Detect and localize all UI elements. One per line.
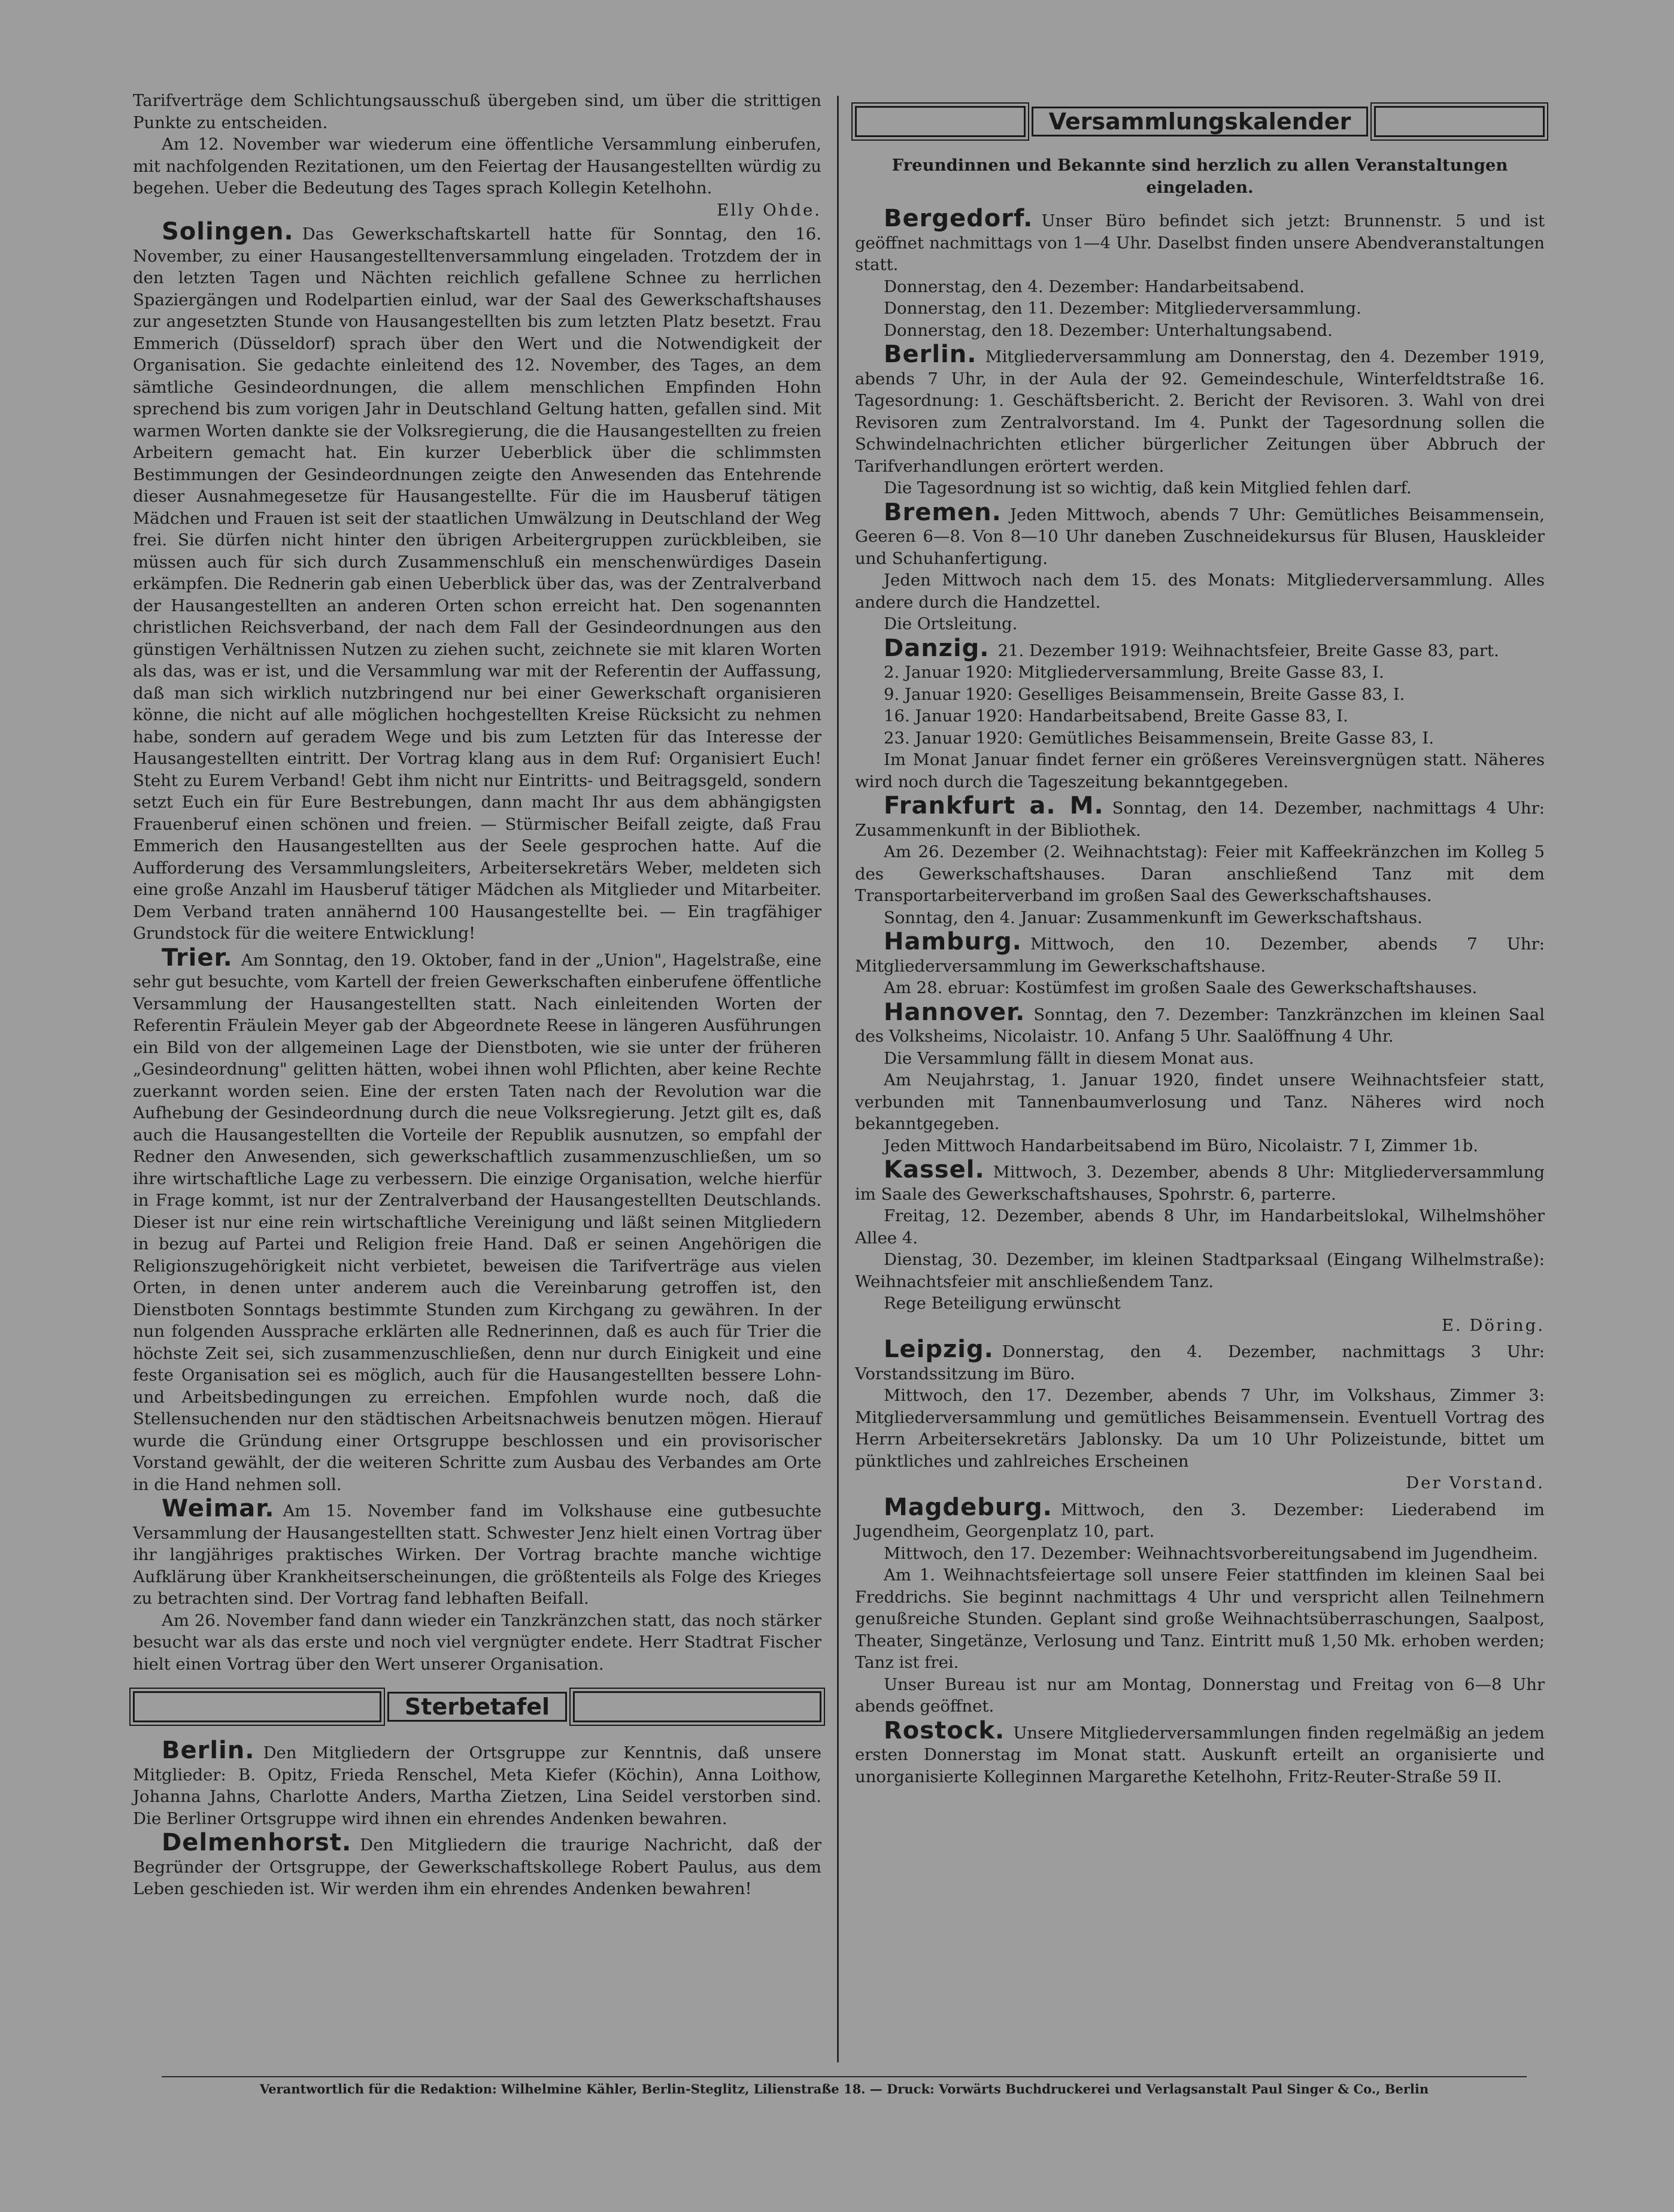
calendar-entry [855, 341, 1545, 499]
column-divider [837, 96, 839, 2062]
calendar-line: Die Tagesordnung ist so wichtig, daß kein Mitglied fehlen darf. [884, 478, 1412, 497]
calendar-line: Unser Bureau ist nur am Montag, Donnerstag und Freitag von 6—8 Uhr abends geöffnet. [855, 1674, 1545, 1716]
calendar-entry [855, 1336, 1545, 1494]
report-text: Am 26. November fand dann wieder ein Tanzkränzchen statt, das noch stärker besucht war als das erste und noch viel vergnügter endete. Herr Stadtrat Fischer hielt einen Vortrag über den Wert unserer Organisation. [133, 1610, 821, 1674]
calendar-line: 16. Januar 1920: Handarbeitsabend, Breite Gasse 83, I. [884, 706, 1348, 726]
calendar-entry [855, 792, 1545, 929]
obituary-berlin [133, 1737, 821, 1829]
calendar-line: Jeden Mittwoch nach dem 15. des Monats: Mitgliederversammlung. Alles andere durch die Handzettel. [855, 571, 1545, 612]
calendar-line: Dienstag, 30. Dezember, im kleinen Stadtparksaal (Eingang Wilhelmstraße): Weihnachtsfeier mit anschließendem Tanz. [855, 1250, 1545, 1291]
calendar-place: Frankfurt a. M. [884, 792, 1104, 820]
calendar-lead: Unser Büro befindet sich jetzt: Brunnenstr. 5 und ist geöffnet nachmittags von 1—4 Uhr. Daselbst finden unsere Abendveranstaltungen statt. [855, 211, 1545, 274]
calendar-place: Danzig. [884, 634, 990, 662]
calendar-line: Donnerstag, den 11. Dezember: Mitgliederversammlung. [884, 299, 1361, 318]
calendar-place: Magdeburg. [884, 1493, 1053, 1521]
calendar-line: Donnerstag, den 18. Dezember: Unterhaltungsabend. [884, 320, 1333, 340]
obituary-text: Den Mitgliedern die traurige Nachricht, daß der Begründer der Ortsgruppe, der Gewerkschaftskollege Robert Paulus, aus dem Leben geschieden ist. Wir werden ihm ein ehrendes Andenken bewahren! [133, 1835, 821, 1898]
obituary-place: Berlin. [162, 1737, 255, 1764]
calendar-line: 23. Januar 1920: Gemütliches Beisammensein, Breite Gasse 83, I. [884, 728, 1434, 748]
heading-ornament-bar [133, 1691, 381, 1722]
calendar-line: Jeden Mittwoch Handarbeitsabend im Büro, Nicolaistr. 7 I, Zimmer 1b. [884, 1136, 1478, 1155]
calendar-entry [855, 634, 1545, 793]
calendar-lead: Sonntag, den 7. Dezember: Tanzkränzchen im kleinen Saal des Volksheims, Nicolaistr. 10. Anfang 5 Uhr. Saalöffnung 4 Uhr. [855, 1005, 1545, 1046]
calendar-line: Am 1. Weihnachtsfeiertage soll unsere Feier stattfinden im kleinen Saal bei Freddrichs. Sie beginnt nachmittags 4 Uhr und verspricht allen Teilnehmern genußreiche Stunden. Geplant sind große Weihnachtsüberraschungen, Saalpost, Theater, Singetänze, Verlosung und Tanz. Eintritt muß 1,50 Mk. erhoben werden; Tanz ist frei. [855, 1565, 1545, 1672]
calendar-place: Bergedorf. [884, 205, 1033, 232]
calendar-heading: Versammlungskalender [1032, 107, 1369, 137]
report-text: Am Sonntag, den 19. Oktober, fand in der „Union", Hagelstraße, eine sehr gut besuchte, vom Kartell der freien Gewerkschaften einberufene öffentliche Versammlung der Hausangestellten statt. Nach einleitenden Worten der Referentin Fräulein Meyer gab der Abgeordnete Reese in längeren Ausführungen ein Bild von der allgemeinen Lage der Dienstboten, wie sie unter der früheren „Gesindeordnung" gelitten hätten, wobei ihnen wohl Pflichten, aber keine Rechte zuerkannt worden seien. Eine der ersten Taten nach der Revolution war die Aufhebung der Gesindeordnung durch die neue Volksregierung. Jetzt gilt es, daß auch die Hausangestellten die Vorteile der Republik ausnutzen, so empfahl der Redner den Anwesenden, sich gewerkschaftlich zusammenzuschließen, um so ihre wirtschaftliche Lage zu verbessern. Die einzige Organisation, welche hierfür in Frage kommt, ist nur der Zentralverband der Hausangestellten Deutschlands. Dieser ist nur eine rein wirtschaftliche Vereinigung und läßt seinen Mitgliedern in bezug auf Partei und Religion freie Hand. Daß er seinen Angehörigen die Religionszugehörigkeit nicht verbietet, beweisen die Tarifverträge aus vielen Orten, in denen unter anderem auch die Vereinbarung getroffen ist, den Dienstboten Sonntags bestimmte Stunden zum Kirchgang zu gewähren. In der nun folgenden Aussprache erklärten alle Rednerinnen, daß es auch für Trier die höchste Zeit sei, sich zusammenzuschließen, denn nur durch Einigkeit und eine feste Organisation sei es möglich, auch für die Hausangestellten bessere Lohn- und Arbeitsbedingungen zu erreichen. Empfohlen wurde noch, daß die Stellensuchenden nur den städtischen Arbeitsnachweis benutzen mögen. Hierauf wurde die Gründung einer Ortsgruppe beschlossen und ein provisorischer Vorstand gewählt, der die weiteren Schritte zum Ausbau des Verbandes am Orte in die Hand nehmen soll. [133, 950, 821, 1494]
calendar-entries [855, 205, 1545, 1788]
obituary-delmenhorst [133, 1829, 821, 1900]
obituary-heading: Sterbetafel [387, 1692, 567, 1722]
calendar-entry [855, 498, 1545, 635]
calendar-signature: Der Vorstand. [1406, 1473, 1545, 1492]
calendar-place: Rostock. [884, 1716, 1005, 1744]
calendar-place: Hannover. [884, 998, 1026, 1026]
calendar-entry [855, 205, 1545, 341]
right-column [855, 90, 1545, 1790]
calendar-line: Donnerstag, den 4. Dezember: Handarbeitsabend. [884, 277, 1305, 296]
calendar-lead: Jeden Mittwoch, abends 7 Uhr: Gemütliches Beisammensein, Geeren 6—8. Von 8—10 Uhr daneben Zuschneidekursus für Blusen, Hauskleider und Schuhanfertigung. [855, 505, 1545, 568]
obituary-heading-box [133, 1687, 821, 1726]
calendar-entry [855, 1156, 1545, 1336]
report-text: Am 15. November fand im Volkshause eine gutbesuchte Versammlung der Hausangestellten statt. Schwester Jenz hielt einen Vortrag über ihr langjähriges praktisches Wirken. Der Vortrag brachte manche wichtige Aufklärung über Krankheitserscheinungen, die größtenteils als Folge des Krieges zu betrachten sind. Der Vortrag fand lebhaften Beifall. [133, 1501, 821, 1608]
obituary-place: Delmenhorst. [162, 1829, 352, 1856]
calendar-line: Am 28. ebruar: Kostümfest im großen Saale des Gewerkschaftshauses. [884, 978, 1478, 997]
calendar-signature: E. Döring. [1441, 1315, 1545, 1335]
calendar-lead: Mittwoch, 3. Dezember, abends 8 Uhr: Mitgliederversammlung im Saale des Gewerkschaftshauses, Spohrstr. 6, parterre. [855, 1163, 1545, 1204]
heading-ornament-bar [573, 1691, 821, 1722]
report-place: Weimar. [162, 1495, 275, 1522]
obituary-text: Den Mitgliedern der Ortsgruppe zur Kenntnis, daß unsere Mitglieder: B. Opitz, Frieda Renschel, Meta Kiefer (Köchin), Anna Loithow, Johanna Jahns, Charlotte Anders, Martha Zietzen, Lina Seidel verstorben sind. Die Berliner Ortsgruppe wird ihnen ein ehrendes Andenken bewahren. [133, 1743, 821, 1828]
calendar-line: 2. Januar 1920: Mitgliederversammlung, Breite Gasse 83, I. [884, 663, 1384, 682]
calendar-line: Die Ortsleitung. [884, 614, 1018, 633]
calendar-line: Rege Beteiligung erwünscht [884, 1294, 1121, 1313]
calendar-entry [855, 1493, 1545, 1718]
calendar-line: Am 26. Dezember (2. Weihnachtstag): Feier mit Kaffeekränzchen im Kolleg 5 des Gewerkschaftshauses. Daran anschließend Tanz mit dem Transportarbeiterverband im großen Saal des Gewerkschaftshauses. [855, 842, 1545, 905]
calendar-lead: Sonntag, den 14. Dezember, nachmittags 4 Uhr: Zusammenkunft in der Bibliothek. [855, 799, 1545, 840]
calendar-entry [855, 928, 1545, 999]
calendar-line: Mittwoch, den 17. Dezember: Weihnachtsvorbereitungsabend im Jugendheim. [884, 1543, 1538, 1563]
intro-paragraph: Am 12. November war wiederum eine öffentliche Versammlung einberufen, mit nachfolgenden Rezitationen, um den Feiertag der Hausangestellten würdig zu begehen. Ueber die Bedeutung des Tages sprach Kollegin Ketelhohn. [133, 135, 821, 198]
calendar-place: Bremen. [884, 498, 1002, 526]
intro-signature: Elly Ohde. [717, 200, 821, 220]
calendar-heading-box [855, 102, 1545, 141]
calendar-place: Kassel. [884, 1156, 985, 1184]
calendar-lead: 21. Dezember 1919: Weihnachtsfeier, Breite Gasse 83, part. [997, 641, 1499, 660]
calendar-line: 9. Januar 1920: Geselliges Beisammensein, Breite Gasse 83, I. [884, 684, 1405, 704]
calendar-intro: Freundinnen und Bekannte sind herzlich zu allen Veranstaltungen eingeladen. [891, 156, 1508, 197]
calendar-line: Die Versammlung fällt in diesem Monat aus. [884, 1048, 1254, 1068]
calendar-line: Im Monat Januar findet ferner ein größeres Vereinsvergnügen statt. Näheres wird noch durch die Tageszeitung bekanntgegeben. [855, 750, 1545, 791]
calendar-lead: Mittwoch, den 3. Dezember: Liederabend im Jugendheim, Georgenplatz 10, part. [855, 1500, 1545, 1541]
calendar-lead: Donnerstag, den 4. Dezember, nachmittags 3 Uhr: Vorstandssitzung im Büro. [855, 1342, 1545, 1383]
calendar-line: Am Neujahrstag, 1. Januar 1920, findet unsere Weihnachtsfeier statt, verbunden mit Tannenbaumverlosung und Tanz. Näheres wird noch bekanntgegeben. [855, 1070, 1545, 1133]
report-place: Solingen. [162, 218, 294, 245]
heading-ornament-bar [855, 106, 1026, 137]
report-trier [133, 943, 821, 1496]
calendar-lead: Unsere Mitgliederversammlungen finden regelmäßig an jedem ersten Donnerstag im Monat statt. Auskunft erteilt an organisierte und unorganisierte Kolleginnen Margarethe Ketelhohn, Fritz-Reuter-Straße 59 II. [855, 1723, 1545, 1786]
report-text: Das Gewerkschaftskartell hatte für Sonntag, den 16. November, zu einer Hausangestelltenversammlung eingeladen. Trotzdem der in den letzten Tagen und Nächten reichlich gefallene Schnee zu herrlichen Spaziergängen und Rodelpartien einlud, war der Saal des Gewerkschaftshauses zur angesetzten Stunde von Hausangestellten bis zum letzten Platz besetzt. Frau Emmerich (Düsseldorf) sprach über den Wert und die Notwendigkeit der Organisation. Sie gedachte einleitend des 12. November, des Tages, an dem sämtliche Gesindeordnungen, die allem menschlichen Empfinden Hohn sprechend bis zum vorigen Jahr in Deutschland Geltung hatten, gefallen sind. Mit warmen Worten dankte sie der Volksregierung, die die Hausangestellten zu freien Arbeitern gemacht hat. Ein kurzer Ueberblick über die schlimmsten Bestimmungen der Gesindeordnungen zeigte den Anwesenden das Entehrende dieser Ausnahmegesetze für Hausangestellte. Für die im Hausberuf tätigen Mädchen und Frauen ist seit der staatlichen Umwälzung in Deutschland der Weg frei. Sie dürfen nicht hinter den übrigen Arbeitergruppen zurückbleiben, sie müssen auch für sich durch Zusammenschluß ein menschenwürdiges Dasein erkämpfen. Die Rednerin gab einen Ueberblick über das, was der Zentralverband der Hausangestellten an anderen Orten schon erreicht hat. Den sogenannten christlichen Reichsverband, der nach dem Fall der Gesindeordnungen aus den günstigen Verhältnissen Nutzen zu ziehen sucht, zeichnete sie mit klaren Worten als das, was er ist, und die Versammlung war mit der Referentin der Auffassung, daß man sich wirklich nutzbringend nur bei einer Gewerkschaft organisieren könne, die nicht auf alle möglichen hochgestellten Kreise Rücksicht zu nehmen habe, sondern auf geradem Wege und bis zum Letzten für das Interesse der Hausangestellten eintritt. Der Vortrag klang aus in dem Ruf: Organisiert Euch! Steht zu Eurem Verband! Gebt ihm nicht nur Eintritts- und Beitragsgeld, sondern setzt Euch ein für Eure Bestrebungen, dann macht Ihr aus dem abhängigsten Frauenberuf einen schönen und freien. — Stürmischer Beifall zeigte, daß Frau Emmerich den Hausangestellten aus der Seele gesprochen hatte. Auf die Aufforderung des Versammlungsleiters, Arbeitersekretärs Weber, meldeten sich eine große Anzahl im Hausberuf tätiger Mädchen als Mitglieder und Mitarbeiter. Dem Verband traten annähernd 100 Hausangestellte bei. — Ein tragfähiger Grundstock für die weitere Entwicklung! [133, 224, 821, 943]
imprint-footer: Verantwortlich für die Redaktion: Wilhelmine Kähler, Berlin-Steglitz, Lilienstraße 18. — Druck: Vorwärts Buchdruckerei und Verlagsanstalt Paul Singer & Co., Berlin [162, 2076, 1527, 2098]
left-column [133, 90, 821, 1902]
calendar-line: Freitag, 12. Dezember, abends 8 Uhr, im Handarbeitslokal, Wilhelmshöher Allee 4. [855, 1206, 1545, 1248]
calendar-entry [855, 998, 1545, 1157]
calendar-place: Hamburg. [884, 928, 1022, 955]
calendar-line: Sonntag, den 4. Januar: Zusammenkunft im Gewerkschaftshaus. [884, 908, 1423, 927]
calendar-lead: Mittwoch, den 10. Dezember, abends 7 Uhr: Mitgliederversammlung im Gewerkschaftshause. [855, 934, 1545, 976]
calendar-lead: Mitgliederversammlung am Donnerstag, den 4. Dezember 1919, abends 7 Uhr, in der Aula der 92. Gemeindeschule, Winterfeldtstraße 16. Tagesordnung: 1. Geschäftsbericht. 2. Bericht der Revisoren. 3. Wahl von drei Revisoren zum Zentralvorstand. Im 4. Punkt der Tagesordnung sollen die Schwindelnachrichten etlicher bürgerlicher Zeitungen über Abbruch der Tarifverhandlungen erörtert werden. [855, 347, 1545, 476]
intro-paragraph: Tarifverträge dem Schlichtungsausschuß übergeben sind, um über die strittigen Punkte zu entscheiden. [133, 91, 821, 132]
calendar-place: Berlin. [884, 341, 977, 368]
report-place: Trier. [162, 943, 233, 972]
calendar-line: Mittwoch, den 17. Dezember, abends 7 Uhr, im Volkshaus, Zimmer 3: Mitgliederversammlung und gemütliches Beisammensein. Eventuell Vortrag des Herrn Arbeitersekretärs Jablonsky. Da um 10 Uhr Polizeistunde, bittet um pünktliches und zahlreiches Erscheinen [855, 1386, 1545, 1471]
heading-ornament-bar [1374, 106, 1545, 137]
report-solingen [133, 218, 821, 945]
calendar-entry [855, 1716, 1545, 1788]
calendar-place: Leipzig. [884, 1336, 994, 1363]
report-weimar [133, 1495, 821, 1675]
